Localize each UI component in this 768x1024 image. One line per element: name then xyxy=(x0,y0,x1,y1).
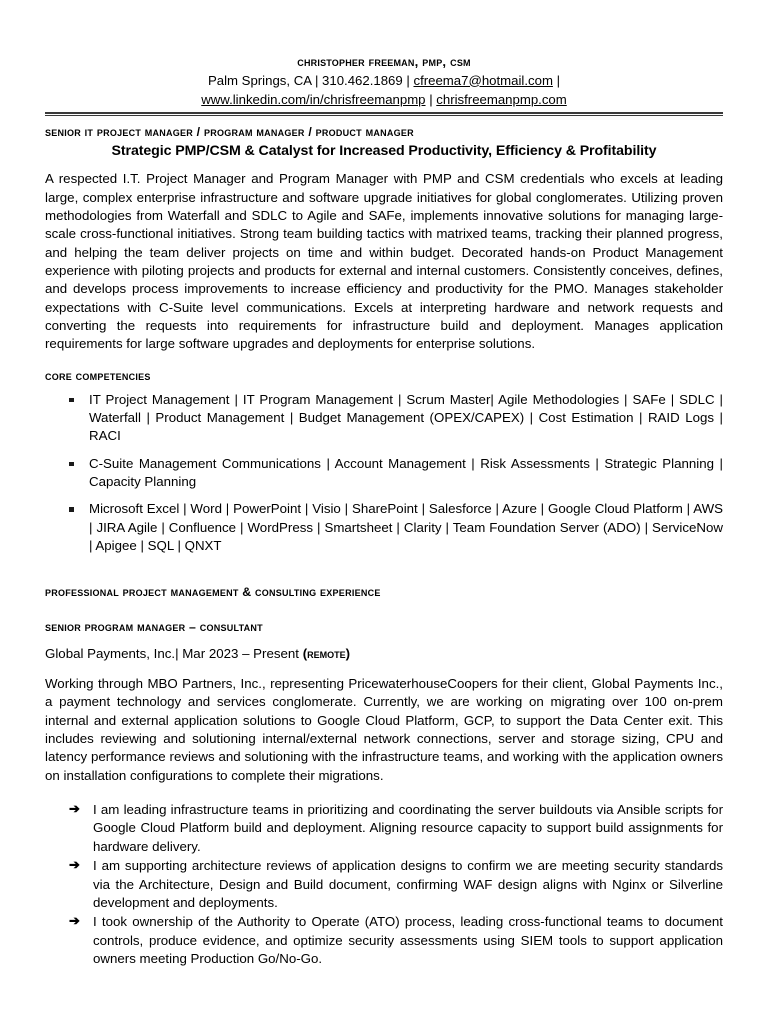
professional-headline: Strategic PMP/CSM & Catalyst for Increased Productivity, Efficiency & Profitability xyxy=(111,143,657,160)
website-link[interactable]: chrisfreemanpmp.com xyxy=(436,91,567,107)
linkedin-link[interactable]: www.linkedin.com/in/chrisfreemanpmp xyxy=(201,91,426,107)
candidate-name: christopher freeman, pmp, csm xyxy=(297,54,471,69)
resume-header xyxy=(45,0,723,116)
experience-heading: professional project management & consulting experience xyxy=(45,585,381,600)
job-company-dates: Global Payments, Inc.| Mar 2023 – Present xyxy=(45,646,303,662)
contact-location-phone: Palm Springs, CA | 310.462.1869 | xyxy=(207,72,414,88)
job-title-0: senior program manager – consultant xyxy=(45,620,263,635)
list-item: ➔ I am supporting architecture reviews of application designs to confirm we are meeting security standards via the Architecture, Design and Build document, confirming WAF design aligns with Nginx or Silverline development and deployments. xyxy=(45,857,723,912)
professional-summary: A respected I.T. Project Manager and Program Manager with PMP and CSM credentials who excels at leading large, complex enterprise infrastructure and software upgrade initiatives for global conglomerates. Utilizing proven methodologies from Waterfall and SDLC to Agile and SAFe, implements innovative solutions for managing large-scale cross-functional initiatives. Strong team building tactics with matrixed teams, tracking their planned progress, and helping the team deliver projects on time and within budget. Decorated hands-on Product Management experience with piloting projects and products for external and internal customers. Consistently conceives, defines, and develops process improvements to increase efficiency and productivity for the PMO. Manages stakeholder expectations with C-Suite level communications. Excels at interpreting hardware and network requests and converting the requests into requirements for infrastructure build and deployment. Manages application requirements for large software upgrades and deployments for enterprise solutions. xyxy=(45,171,723,352)
list-item: ➔ I am leading infrastructure teams in prioritizing and coordinating the server buildouts via Ansible scripts for Google Cloud Platform build and deployment. Aligning resource capacity to support build assignments for hardware delivery. xyxy=(45,801,723,856)
contact-line-2 xyxy=(45,90,723,109)
job-achievements-0 xyxy=(45,801,723,968)
contact-line-1 xyxy=(45,71,723,90)
contact-line-1-suffix: | xyxy=(552,72,561,88)
core-competencies-list xyxy=(45,391,723,556)
email-link[interactable]: cfreema7@hotmail.com xyxy=(413,72,553,88)
job-location-tag: (remote) xyxy=(302,646,351,662)
list-item: IT Project Management | IT Program Management | Scrum Master| Agile Methodologies | SAFe | SDLC | Waterfall | Product Management | Budget Management (OPEX/CAPEX) | Cost Estimation | RAID Logs | RACI xyxy=(45,391,723,446)
header-divider xyxy=(45,112,723,117)
job-company-line-0 xyxy=(45,645,723,664)
job-description-0: Working through MBO Partners, Inc., representing PricewaterhouseCoopers for their client, Global Payments Inc., a payment technology and services conglomerate. Currently, we are working on migrating over 100 on-prem internal and external application solutions to Google Cloud Platform, GCP, to support the Data Center exit. This includes reviewing and solutioning internal/external network connections, server and storage sizing, CPU and latency performance reviews and solutioning with the infrastructure teams, and working with the application owners on installation configurations to complete their migrations. xyxy=(45,676,723,783)
roles-line: senior it project manager / program manager / product manager xyxy=(45,125,414,140)
list-item: ➔ I took ownership of the Authority to Operate (ATO) process, leading cross-functional teams to document controls, produce evidence, and optimize security assessments using SIEM tools to support application owners meeting Production Go/No-Go. xyxy=(45,913,723,968)
list-item: Microsoft Excel | Word | PowerPoint | Visio | SharePoint | Salesforce | Azure | Google Cloud Platform | AWS | JIRA Agile | Confluence | WordPress | Smartsheet | Clarity | Team Foundation Server (ADO) | ServiceNow | Apigee | SQL | QNXT xyxy=(45,500,723,555)
list-item: C-Suite Management Communications | Account Management | Risk Assessments | Strategic Planning | Capacity Planning xyxy=(45,455,723,492)
link-separator: | xyxy=(425,91,437,107)
core-competencies-heading: core competencies xyxy=(45,368,151,383)
